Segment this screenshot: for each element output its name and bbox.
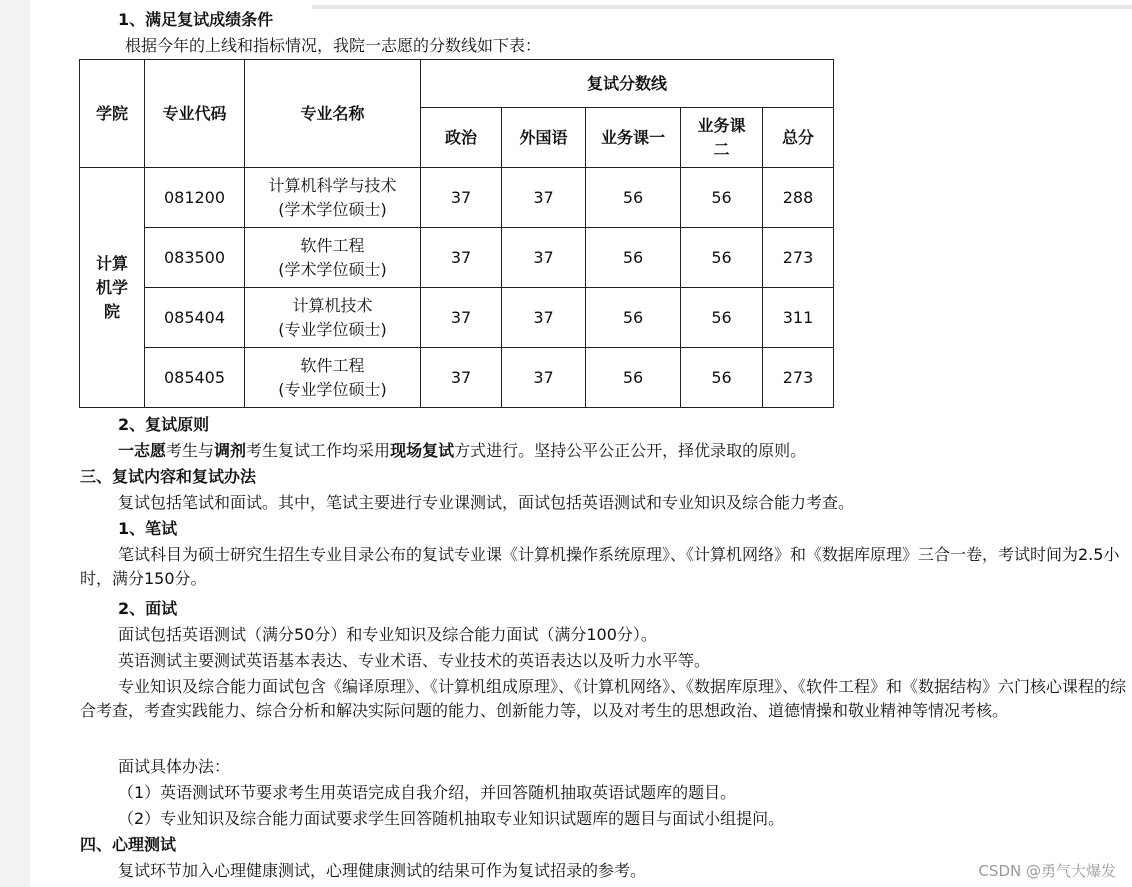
header-course2-line1: 业务课 [697,115,746,135]
principle-adjustment: 调剂 [214,441,247,460]
header-course2-line2: 二 [713,139,730,159]
section1-heading: 1、满足复试成绩条件 [118,10,274,29]
row2-name-line1: 软件工程 [300,235,365,255]
section2-principle [118,439,806,463]
section3-heading: 三、复试内容和复试办法 [80,467,257,486]
section2-heading: 2、复试原则 [118,415,210,434]
header-course2 [681,108,763,168]
row3-politics: 37 [421,288,502,348]
document-page [30,0,1132,887]
row4-name [245,348,421,408]
row1-code: 081200 [145,168,245,228]
college-line1: 计算 [95,253,128,273]
interview-p1: 面试包括英语测试（满分50分）和专业知识及综合能力面试（满分100分）。 [118,625,657,644]
written-heading: 1、笔试 [118,519,178,538]
header-politics: 政治 [421,108,502,168]
row1-course2: 56 [681,168,763,228]
row1-foreign: 37 [502,168,586,228]
principle-text-b: 考生复试工作均采用 [246,441,391,460]
row4-code: 085405 [145,348,245,408]
section4-heading: 四、心理测试 [80,835,177,854]
row2-course2: 56 [681,228,763,288]
principle-text-a: 考生与 [166,441,215,460]
header-total: 总分 [763,108,834,168]
header-course1: 业务课一 [586,108,681,168]
row3-name-line2: (专业学位硕士) [278,319,387,339]
section4-text: 复试环节加入心理健康测试，心理健康测试的结果可作为复试招录的参考。 [118,861,647,880]
score-table [79,59,834,408]
row1-course1: 56 [586,168,681,228]
interview-p3: 专业知识及综合能力面试包含《编译原理》、《计算机组成原理》、《计算机网络》、《数据库原理》、《软件工程》和《数据结构》六门核心课程的综合考查，考查实践能力、综合分析和解决实际问题的能力、创新能力等，以及对考生的思想政治、道德情操和敬业精神等情况考核。 [80,677,1127,720]
principle-onsite: 现场复试 [390,441,455,460]
row3-name [245,288,421,348]
row2-foreign: 37 [502,228,586,288]
college-line3: 院 [103,301,120,321]
interview-p2: 英语测试主要测试英语基本表达、专业术语、专业技术的英语表达以及听力水平等。 [118,651,711,670]
header-foreign-language: 外国语 [502,108,586,168]
row2-course1: 56 [586,228,681,288]
row4-name-line2: (专业学位硕士) [278,379,387,399]
top-scroll-track [312,5,1132,9]
method-2: （2）专业知识及综合能力面试要求学生回答随机抽取专业知识试题库的题目与面试小组提问。 [118,809,785,828]
row3-name-line1: 计算机技术 [292,295,373,315]
row1-total: 288 [763,168,834,228]
principle-text-c: 方式进行。坚持公平公正公开，择优录取的原则。 [454,441,807,460]
row4-course2: 56 [681,348,763,408]
row1-name [245,168,421,228]
header-major-code: 专业代码 [145,60,245,168]
header-college: 学院 [80,60,145,168]
row3-code: 085404 [145,288,245,348]
college-line2: 机学 [95,277,128,297]
row3-course2: 56 [681,288,763,348]
row3-total: 311 [763,288,834,348]
row2-politics: 37 [421,228,502,288]
method-label: 面试具体办法： [118,757,231,776]
row4-foreign: 37 [502,348,586,408]
csdn-watermark: CSDN @勇气大爆发 [978,862,1116,880]
row4-politics: 37 [421,348,502,408]
section3-intro: 复试包括笔试和面试。其中，笔试主要进行专业课测试，面试包括英语测试和专业知识及综合能力考查。 [118,493,855,512]
row3-foreign: 37 [502,288,586,348]
method-1: （1）英语测试环节要求考生用英语完成自我介绍，并回答随机抽取英语试题库的题目。 [118,783,737,802]
row2-code: 083500 [145,228,245,288]
row1-politics: 37 [421,168,502,228]
row4-total: 273 [763,348,834,408]
row1-name-line2: (学术学位硕士) [278,199,387,219]
header-retest-line: 复试分数线 [421,60,834,108]
college-cell [80,168,145,408]
row2-total: 273 [763,228,834,288]
header-major-name: 专业名称 [245,60,421,168]
row4-name-line1: 软件工程 [300,355,365,375]
row2-name-line2: (学术学位硕士) [278,259,387,279]
principle-first-choice: 一志愿 [118,441,167,460]
row3-course1: 56 [586,288,681,348]
interview-heading: 2、面试 [118,599,178,618]
row2-name [245,228,421,288]
row4-course1: 56 [586,348,681,408]
written-text: 笔试科目为硕士研究生招生专业目录公布的复试专业课《计算机操作系统原理》、《计算机网络》和《数据库原理》三合一卷，考试时间为2.5小时，满分150分。 [80,545,1120,588]
section1-intro: 根据今年的上线和指标情况，我院一志愿的分数线如下表： [125,36,542,55]
row1-name-line1: 计算机科学与技术 [268,175,397,195]
